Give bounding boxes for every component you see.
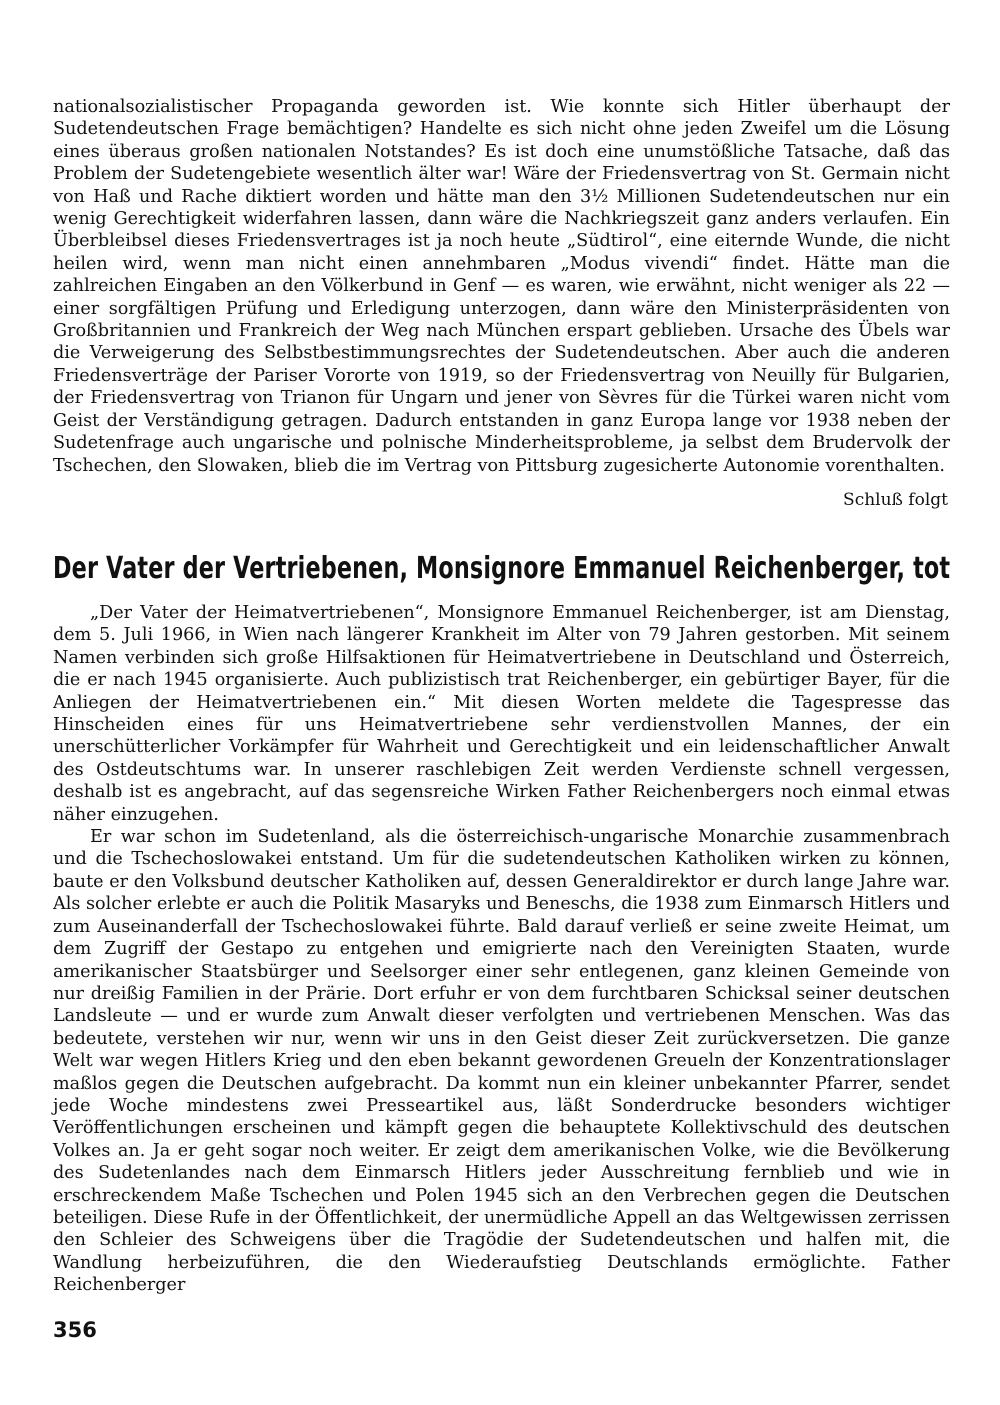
article-body bbox=[53, 602, 950, 1297]
body-paragraph: „Der Vater der Heimatvertriebenen“, Monsignore Emmanuel Reichenberger, ist am Dienstag, dem 5. Juli 1966, in Wien nach längerer Krankheit im Alter von 79 Jahren gestorben. Mit seinem Namen verbinden sich große Hilfsaktionen für Heimatvertriebene in Deutschland und Österreich, die er nach 1945 organisierte. Auch publizistisch trat Reichenberger, ein gebürtiger Bayer, für die Anliegen der Heimatvertriebenen ein.“ Mit diesen Worten meldete die Tagespresse das Hinscheiden eines für uns Heimatvertriebene sehr verdienstvollen Mannes, der ein unerschütterlicher Vorkämpfer für Wahrheit und Gerechtigkeit und ein leidenschaftlicher Anwalt des Ostdeutschtums war. In unserer raschlebigen Zeit werden Verdienste schnell vergessen, deshalb ist es angebracht, auf das segensreiche Wirken Father Reichenbergers noch einmal etwas näher einzugehen. bbox=[53, 603, 950, 825]
previous-article-continuation bbox=[53, 96, 950, 477]
page-number: 356 bbox=[53, 1318, 97, 1342]
body-paragraph: nationalsozialistischer Propaganda geworden ist. Wie konnte sich Hitler überhaupt der Sudetendeutschen Frage bemächtigen? Handelte es sich nicht ohne jeden Zweifel um die Lösung eines überaus großen nationalen Notstandes? Es ist doch eine unumstößliche Tatsache, daß das Problem der Sudetengebiete wesentlich älter war! Wäre der Friedensvertrag von St. Germain nicht von Haß und Rache diktiert worden und hätte man den 3½ Millionen Sudetendeutschen nur ein wenig Gerechtigkeit widerfahren lassen, dann wäre die Nachkriegszeit ganz anders verlaufen. Ein Überbleibsel dieses Friedensvertrages ist ja noch heute „Südtirol“, eine eiternde Wunde, die nicht heilen wird, wenn man nicht einen annehmbaren „Modus vivendi“ findet. Hätte man die zahlreichen Eingaben an den Völkerbund in Genf — es waren, wie erwähnt, nicht weniger als 22 — einer sorgfältigen Prüfung und Erledigung unterzogen, dann wäre den Ministerpräsidenten von Großbritannien und Frankreich der Weg nach München erspart geblieben. Ursache des Übels war die Verweigerung des Selbstbestimmungsrechtes der Sudetendeutschen. Aber auch die anderen Friedensverträge der Pariser Vororte von 1919, so der Friedensvertrag von Neuilly für Bulgarien, der Friedensvertrag von Trianon für Ungarn und jener von Sèvres für die Türkei waren nicht vom Geist der Verständigung getragen. Dadurch entstanden in ganz Europa lange vor 1938 neben der Sudetenfrage auch ungarische und polnische Minderheitsprobleme, ja selbst dem Brudervolk der Tschechen, den Slowaken, blieb die im Vertrag von Pittsburg zugesicherte Autonomie vorenthalten. bbox=[53, 97, 950, 476]
article-headline: Der Vater der Vertriebenen, Monsignore Emmanuel Reichenberger, tot bbox=[53, 551, 951, 586]
continuation-note: Schluß folgt bbox=[843, 490, 948, 510]
body-paragraph: Er war schon im Sudetenland, als die österreichisch-ungarische Monarchie zusammenbrach und die Tschechoslowakei entstand. Um für die sudetendeutschen Katholiken wirken zu können, baute er den Volksbund deutscher Katholiken auf, dessen Generaldirektor er durch lange Jahre war. Als solcher erlebte er auch die Politik Masaryks und Beneschs, die 1938 zum Einmarsch Hitlers und zum Auseinanderfall der Tschechoslowakei führte. Bald darauf verließ er seine zweite Heimat, um dem Zugriff der Gestapo zu entgehen und emigrierte nach den Vereinigten Staaten, wurde amerikanischer Staatsbürger und Seelsorger einer sehr entlegenen, ganz kleinen Gemeinde von nur dreißig Familien in der Prärie. Dort erfuhr er von dem furchtbaren Schicksal seiner deutschen Landsleute — und er wurde zum Anwalt dieser verfolgten und vertriebenen Menschen. Was das bedeutete, verstehen wir nur, wenn wir uns in den Geist dieser Zeit zurückversetzen. Die ganze Welt war wegen Hitlers Krieg und den eben bekannt gewordenen Greueln der Konzentrationslager maßlos gegen die Deutschen aufgebracht. Da kommt nun ein kleiner unbekannter Pfarrer, sendet jede Woche mindestens zwei Presseartikel aus, läßt Sonderdrucke besonders wichtiger Veröffentlichungen erscheinen und kämpft gegen die behauptete Kollektivschuld des deutschen Volkes an. Ja er geht sogar noch weiter. Er zeigt dem amerikanischen Volke, wie die Bevölkerung des Sudetenlandes nach dem Einmarsch Hitlers jeder Ausschreitung fernblieb und wie in erschreckendem Maße Tschechen und Polen 1945 sich an den Verbrechen gegen die Deutschen beteiligen. Diese Rufe in der Öffentlichkeit, der unermüdliche Appell an das Weltgewissen zerrissen den Schleier des Schweigens über die Tragödie der Sudetendeutschen und halfen mit, die Wandlung herbeizuführen, die den Wiederaufstieg Deutschlands ermöglichte. Father Reichenberger bbox=[53, 827, 950, 1296]
